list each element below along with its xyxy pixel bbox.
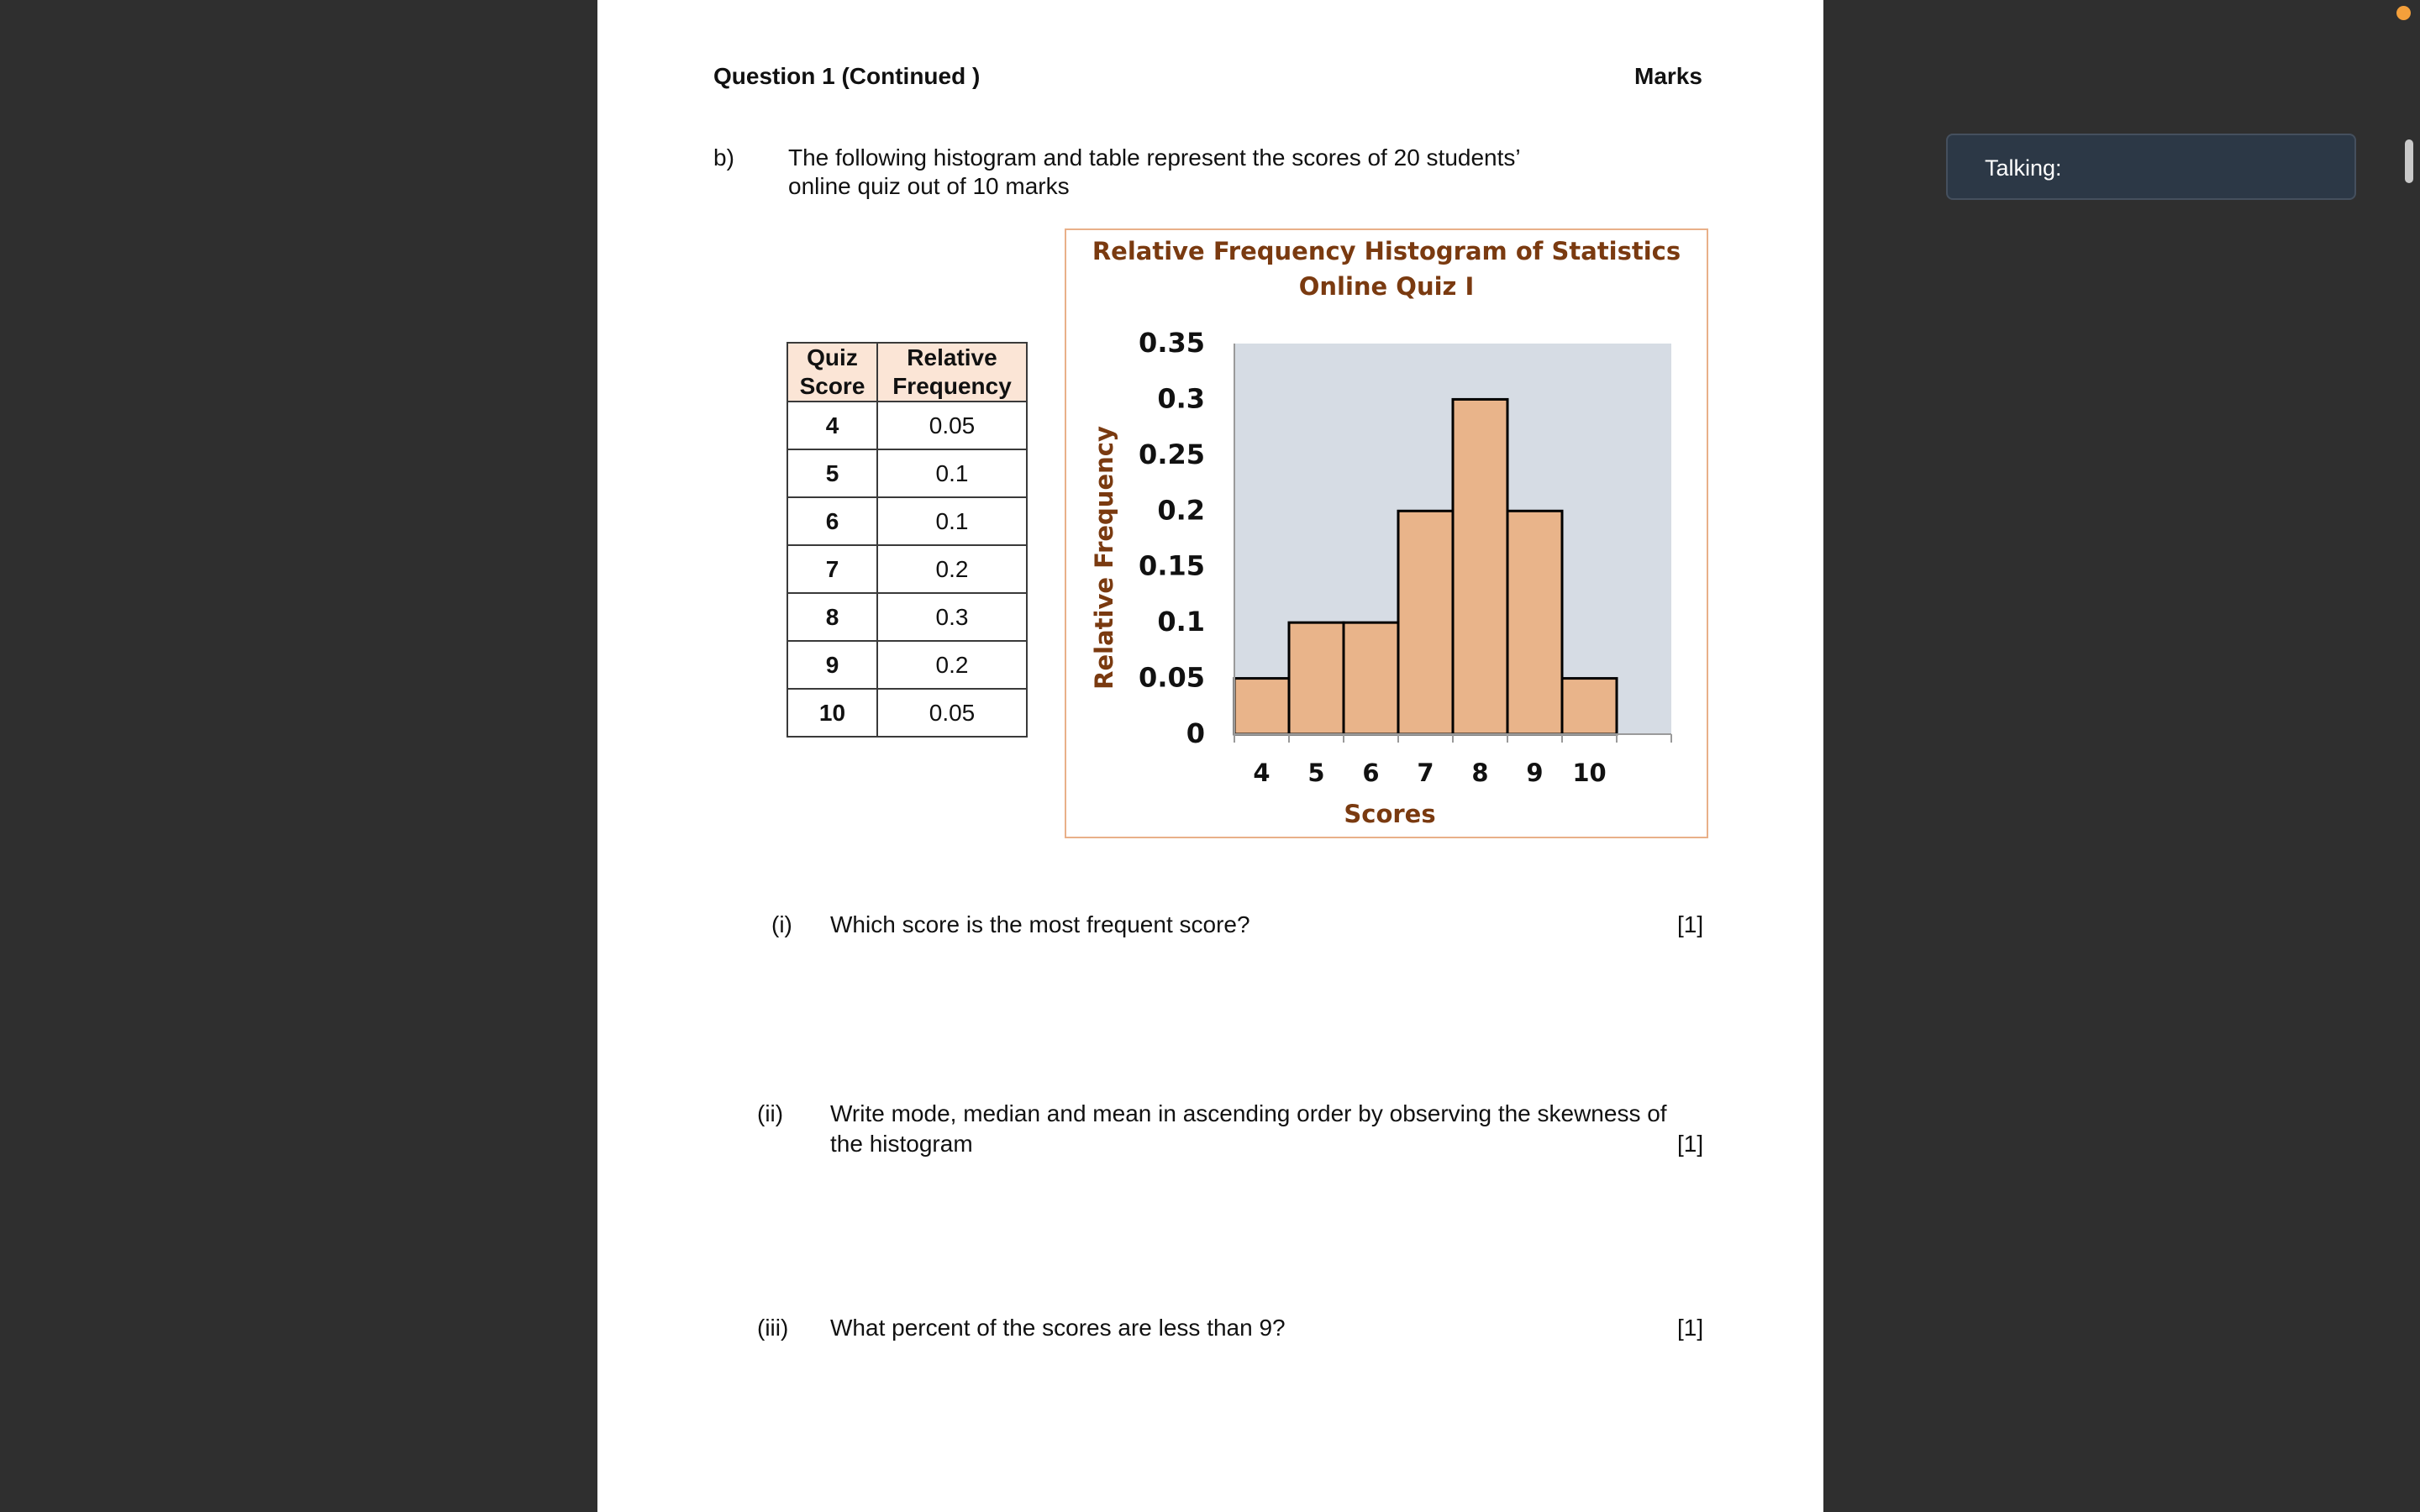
y-axis-label: Relative Frequency bbox=[1090, 426, 1118, 690]
subq-1-text: Which score is the most frequent score? bbox=[830, 911, 1250, 937]
y-tick-label: 0.15 bbox=[1139, 549, 1205, 582]
x-tick-label: 6 bbox=[1362, 759, 1380, 787]
score-cell: 10 bbox=[787, 689, 877, 737]
subq-1-label: (i) bbox=[771, 911, 792, 937]
column-header-score-line1: Quiz bbox=[807, 344, 858, 370]
table-row bbox=[787, 449, 1027, 497]
table-row bbox=[787, 689, 1027, 737]
subq-2-text-line2: the histogram bbox=[830, 1131, 973, 1157]
table-row bbox=[787, 641, 1027, 689]
subq-3-text: What percent of the scores are less than 9? bbox=[830, 1315, 1286, 1341]
y-tick-label: 0 bbox=[1186, 717, 1205, 749]
y-tick-label: 0.3 bbox=[1157, 382, 1205, 415]
x-tick-label: 4 bbox=[1253, 759, 1270, 787]
histogram-chart bbox=[1065, 228, 1708, 838]
intro-line-2: online quiz out of 10 marks bbox=[788, 173, 1070, 199]
subq-2-marks: [1] bbox=[1677, 1131, 1704, 1157]
rf-cell: 0.2 bbox=[877, 641, 1027, 689]
histogram-bar bbox=[1289, 622, 1344, 734]
column-header-score bbox=[787, 343, 877, 402]
histogram-bar bbox=[1344, 622, 1398, 734]
chart-title-line1: Relative Frequency Histogram of Statistics bbox=[1092, 237, 1681, 265]
x-tick-label: 7 bbox=[1417, 759, 1434, 787]
score-cell: 8 bbox=[787, 593, 877, 641]
score-cell: 4 bbox=[787, 402, 877, 449]
scrollbar-thumb[interactable] bbox=[2405, 139, 2413, 183]
x-tick-label: 8 bbox=[1471, 759, 1489, 787]
rf-cell: 0.3 bbox=[877, 593, 1027, 641]
rf-cell: 0.1 bbox=[877, 449, 1027, 497]
marks-header: Marks bbox=[1634, 63, 1702, 89]
score-cell: 7 bbox=[787, 545, 877, 593]
score-cell: 9 bbox=[787, 641, 877, 689]
x-axis-label: Scores bbox=[1344, 800, 1436, 828]
score-cell: 6 bbox=[787, 497, 877, 545]
talking-panel[interactable] bbox=[1946, 134, 2356, 200]
rf-cell: 0.05 bbox=[877, 689, 1027, 737]
column-header-rf-line2: Frequency bbox=[892, 373, 1012, 399]
y-tick-label: 0.25 bbox=[1139, 438, 1205, 470]
intro-line-1: The following histogram and table represent the scores of 20 students’ bbox=[788, 144, 1521, 171]
part-label: b) bbox=[713, 144, 734, 171]
histogram-bar bbox=[1234, 679, 1289, 734]
subq-2-label: (ii) bbox=[757, 1100, 784, 1126]
column-header-score-line2: Score bbox=[799, 373, 865, 399]
x-tick-label: 9 bbox=[1526, 759, 1544, 787]
rf-cell: 0.1 bbox=[877, 497, 1027, 545]
y-tick-label: 0.2 bbox=[1157, 494, 1205, 527]
rf-cell: 0.05 bbox=[877, 402, 1027, 449]
question-header: Question 1 (Continued ) bbox=[713, 63, 981, 89]
column-header-relative-frequency bbox=[877, 343, 1027, 402]
chart-title-line2: Online Quiz I bbox=[1298, 272, 1475, 301]
subq-3-marks: [1] bbox=[1677, 1315, 1704, 1341]
histogram-bar bbox=[1398, 511, 1453, 734]
table-row bbox=[787, 402, 1027, 449]
frequency-table bbox=[786, 342, 1028, 738]
talking-label: Talking: bbox=[1985, 155, 2062, 181]
table-row bbox=[787, 497, 1027, 545]
histogram-plot bbox=[1066, 230, 1707, 837]
histogram-bar bbox=[1507, 511, 1562, 734]
y-tick-label: 0.05 bbox=[1139, 661, 1205, 694]
column-header-rf-line1: Relative bbox=[907, 344, 997, 370]
table-row bbox=[787, 545, 1027, 593]
subq-2-text-line1: Write mode, median and mean in ascending order by observing the skewness of bbox=[830, 1100, 1667, 1126]
rf-cell: 0.2 bbox=[877, 545, 1027, 593]
subq-1-marks: [1] bbox=[1677, 911, 1704, 937]
y-tick-label: 0.35 bbox=[1139, 327, 1205, 359]
x-tick-label: 5 bbox=[1307, 759, 1325, 787]
subq-3-label: (iii) bbox=[757, 1315, 789, 1341]
recording-indicator-icon bbox=[2396, 6, 2411, 20]
histogram-bar bbox=[1453, 399, 1507, 734]
histogram-bar bbox=[1562, 679, 1617, 734]
x-tick-label: 10 bbox=[1572, 759, 1607, 787]
score-cell: 5 bbox=[787, 449, 877, 497]
y-tick-label: 0.1 bbox=[1157, 606, 1205, 638]
table-row bbox=[787, 593, 1027, 641]
